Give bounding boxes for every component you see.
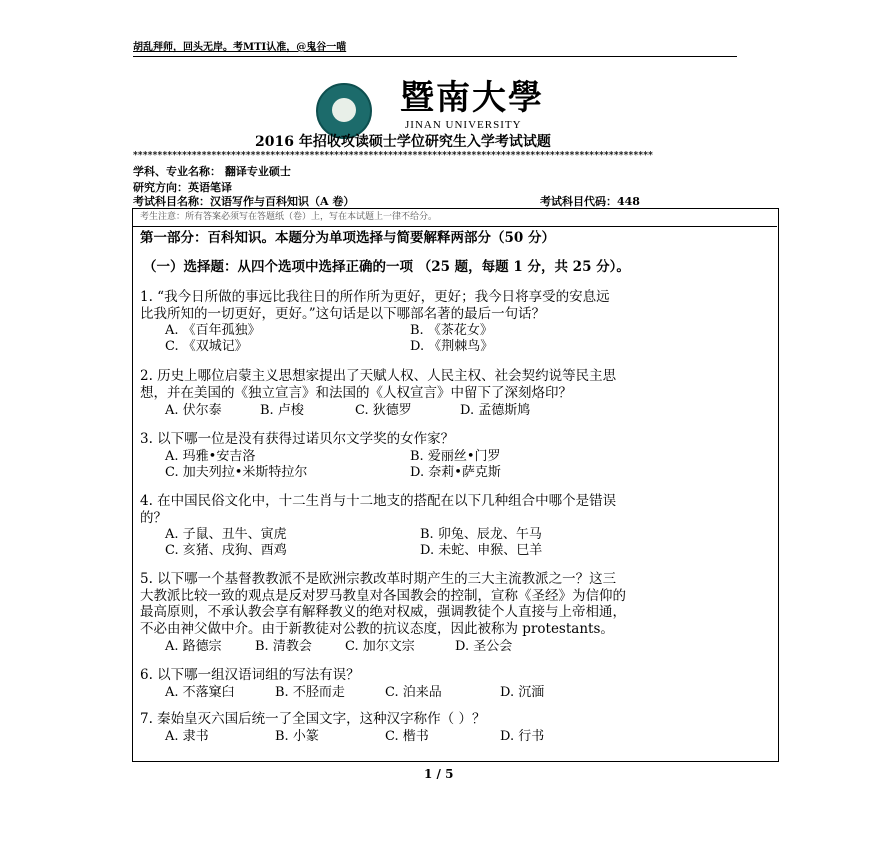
notice-text: 考生注意：所有答案必须写在答题纸（卷）上，写在本试题上一律不给分。 xyxy=(140,212,438,222)
question-4-line: 的？ xyxy=(140,509,167,526)
question-4-option-d: D. 未蛇、申猴、巳羊 xyxy=(420,543,543,558)
question-7-option-b: B. 小篆 xyxy=(275,729,319,744)
header-rule xyxy=(133,56,737,57)
question-3-option-b: B. 爱丽丝•门罗 xyxy=(410,449,501,464)
question-2-option-a: A. 伏尔泰 xyxy=(165,403,222,418)
question-1-line: 1. “我今日所做的事远比我往日的所作所为更好，更好；我今日将享受的安息远 xyxy=(140,289,610,305)
question-5-option-b: B. 清教会 xyxy=(255,639,312,654)
question-3-line: 3. 以下哪一位是没有获得过诺贝尔文学奖的女作家？ xyxy=(140,431,455,447)
question-3-option-d: D. 奈莉•萨克斯 xyxy=(410,465,501,480)
question-7-line: 7. 秦始皇灭六国后统一了全国文字，这种汉字称作（ ）？ xyxy=(140,711,486,727)
question-5-option-d: D. 圣公会 xyxy=(455,639,513,654)
university-seal-icon xyxy=(316,83,372,139)
question-3-option-a: A. 玛雅•安吉洛 xyxy=(165,449,256,464)
question-5-line: 不必由神父做中介。由于新教徒对公教的抗议态度，因此被称为 protestants。 xyxy=(140,620,614,637)
section-heading: （一）选择题：从四个选项中选择正确的一项 （25 题，每题 1 分，共 25 分）。 xyxy=(143,259,630,275)
separator: ********************************************************************************************************** xyxy=(133,151,654,161)
question-4-option-a: A. 子鼠、丑牛、寅虎 xyxy=(165,527,287,542)
question-6-option-a: A. 不落窠臼 xyxy=(165,685,235,700)
question-6-option-c: C. 泊来品 xyxy=(385,685,442,700)
page-number: 1 / 5 xyxy=(424,767,454,781)
question-7-option-c: C. 楷书 xyxy=(385,729,429,744)
question-6-line: 6. 以下哪一组汉语词组的写法有误？ xyxy=(140,667,360,683)
header-note: 胡乱拜师，回头无岸。考MTI认准，@鬼谷一喵 xyxy=(133,42,347,53)
question-1-option-a: A. 《百年孤独》 xyxy=(165,323,261,338)
meta-code: 考试科目代码：448 xyxy=(540,195,640,208)
university-name-en: JINAN UNIVERSITY xyxy=(405,119,522,131)
question-6-option-b: B. 不胫而走 xyxy=(275,685,345,700)
question-2-line: 2. 历史上哪位启蒙主义思想家提出了天赋人权、人民主权、社会契约说等民主思 xyxy=(140,368,617,384)
question-5-line: 最高原则，不承认教会享有解释教义的绝对权威，强调教徒个人直接与上帝相通， xyxy=(140,604,626,620)
meta-direction: 研究方向：英语笔译 xyxy=(133,181,232,194)
question-2-option-c: C. 狄德罗 xyxy=(355,403,412,418)
question-1-line: 比我所知的一切更好，更好。”这句话是以下哪部名著的最后一句话？ xyxy=(140,305,546,322)
question-7-option-d: D. 行书 xyxy=(500,729,545,744)
question-6-option-d: D. 沉湎 xyxy=(500,685,545,700)
question-5-line: 大教派比较一致的观点是反对罗马教皇对各国教会的控制，宣称《圣经》为信仰的 xyxy=(140,587,626,604)
question-1-option-b: B. 《茶花女》 xyxy=(410,323,493,338)
question-2-option-d: D. 孟德斯鸠 xyxy=(460,403,531,418)
question-5-option-a: A. 路德宗 xyxy=(165,639,222,654)
question-5-line: 5. 以下哪一个基督教教派不是欧洲宗教改革时期产生的三大主流教派之一？这三 xyxy=(140,571,617,587)
meta-subject: 学科、专业名称： 翻译专业硕士 xyxy=(133,165,291,178)
question-2-option-b: B. 卢梭 xyxy=(260,403,304,418)
question-4-option-b: B. 卯兔、辰龙、午马 xyxy=(420,527,542,542)
meta-course: 考试科目名称：汉语写作与百科知识（A 卷） xyxy=(133,195,355,208)
question-4-option-c: C. 亥猪、戌狗、酉鸡 xyxy=(165,543,287,558)
question-7-option-a: A. 隶书 xyxy=(165,729,209,744)
question-1-option-d: D. 《荆棘鸟》 xyxy=(410,339,494,354)
question-2-line: 想，并在美国的《独立宣言》和法国的《人权宣言》中留下了深刻烙印？ xyxy=(140,384,572,401)
notice xyxy=(132,208,777,227)
part-heading: 第一部分：百科知识。本题分为单项选择与简要解释两部分（50 分） xyxy=(140,230,555,246)
university-name-cn: 暨南大學 xyxy=(400,78,544,118)
question-4-line: 4. 在中国民俗文化中，十二生肖与十二地支的搭配在以下几种组合中哪个是错误 xyxy=(140,493,617,509)
question-1-option-c: C. 《双城记》 xyxy=(165,339,248,354)
question-3-option-c: C. 加夫列拉•米斯特拉尔 xyxy=(165,465,308,480)
exam-title: 2016 年招收攻读硕士学位研究生入学考试试题 xyxy=(255,134,551,150)
question-5-option-c: C. 加尔文宗 xyxy=(345,639,415,654)
